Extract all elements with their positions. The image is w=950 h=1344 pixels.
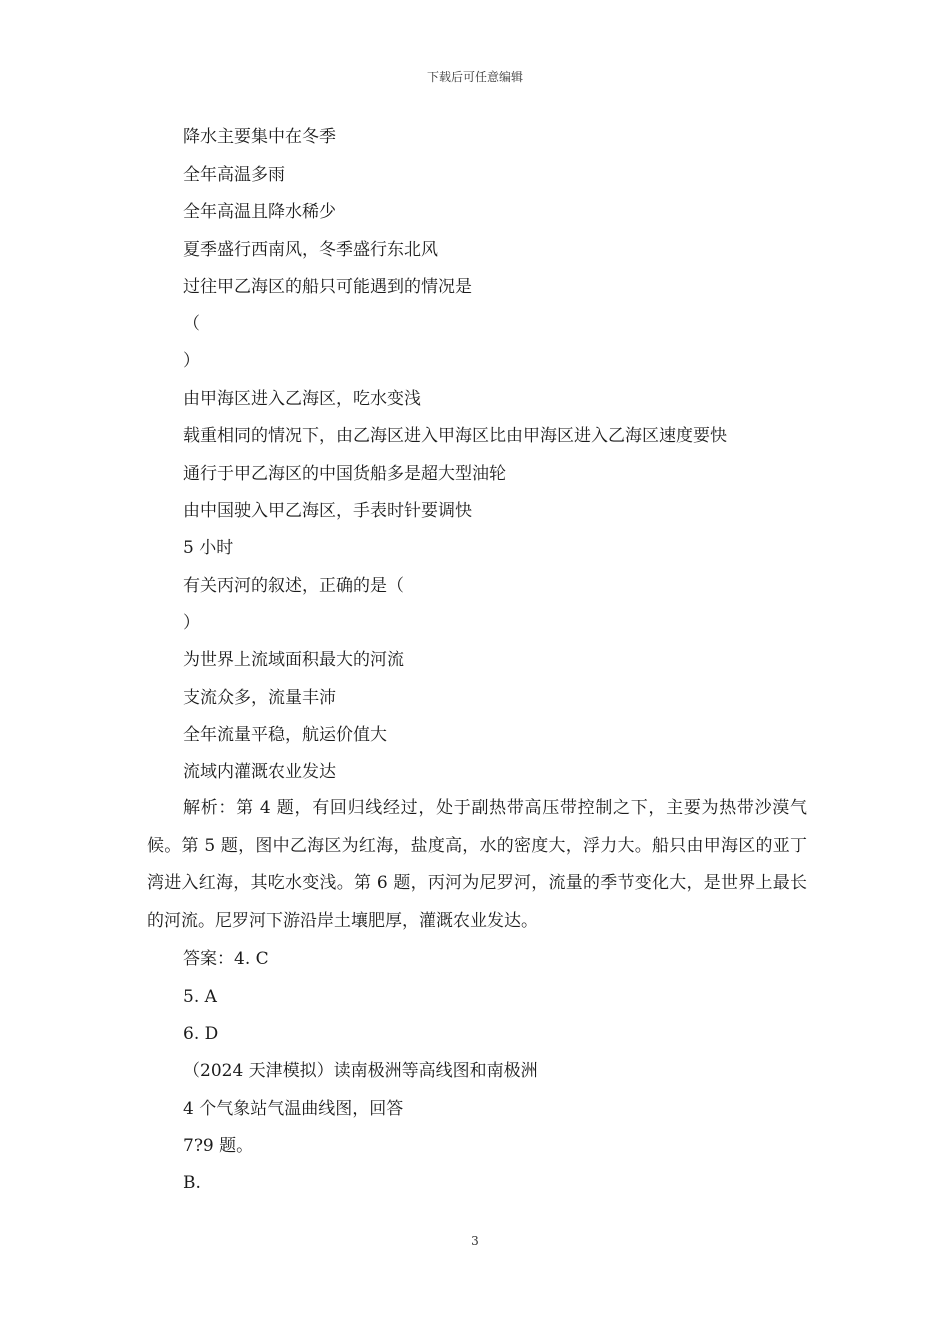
question-bracket-close: ）: [183, 351, 200, 371]
option-line: 5 小时: [183, 538, 234, 558]
option-line: 全年高温多雨: [183, 165, 285, 185]
option-line: 全年流量平稳，航运价值大: [183, 725, 387, 745]
page-number: 3: [471, 1234, 479, 1248]
question-line: 7?9 题。: [183, 1136, 254, 1156]
question-bracket-close: ）: [183, 613, 200, 633]
option-line: 通行于甲乙海区的中国货船多是超大型油轮: [183, 464, 506, 484]
option-line: 降水主要集中在冬季: [183, 127, 336, 147]
answer-line: 5. A: [183, 987, 217, 1007]
question-line: （2024 天津模拟）读南极洲等高线图和南极洲: [183, 1061, 538, 1081]
question-line: 4 个气象站气温曲线图，回答: [183, 1099, 404, 1119]
option-line: 为世界上流域面积最大的河流: [183, 650, 404, 670]
option-line: 夏季盛行西南风，冬季盛行东北风: [183, 240, 438, 260]
option-line: 由甲海区进入乙海区，吃水变浅: [183, 389, 421, 409]
question-line: 过往甲乙海区的船只可能遇到的情况是: [183, 277, 472, 297]
page-header: 下载后可任意编辑: [426, 70, 523, 84]
question-bracket-open: （: [183, 314, 200, 334]
option-line: B.: [183, 1173, 201, 1193]
option-line: 载重相同的情况下，由乙海区进入甲海区比由甲海区进入乙海区速度要快: [183, 426, 727, 446]
answer-line: 6. D: [183, 1024, 219, 1044]
answer-line: 答案：4. C: [183, 949, 269, 969]
option-line: 支流众多，流量丰沛: [183, 688, 336, 708]
option-line: 全年高温且降水稀少: [183, 202, 336, 222]
option-line: 流域内灌溉农业发达: [183, 762, 336, 782]
question-line: 有关丙河的叙述，正确的是（: [183, 576, 404, 596]
analysis-paragraph: 解析：第 4 题，有回归线经过，处于副热带高压带控制之下，主要为热带沙漠气候。第 5 题，图中乙海区为红海，盐度高，水的密度大，浮力大。船只由甲海区的亚丁湾进入红海，其吃水变浅。第 6 题，丙河为尼罗河，流量的季节变化大，是世界上最长的河流。尼罗河下游沿岸土壤肥厚，灌溉农业发达。: [147, 798, 807, 931]
option-line: 由中国驶入甲乙海区，手表时针要调快: [183, 501, 472, 521]
